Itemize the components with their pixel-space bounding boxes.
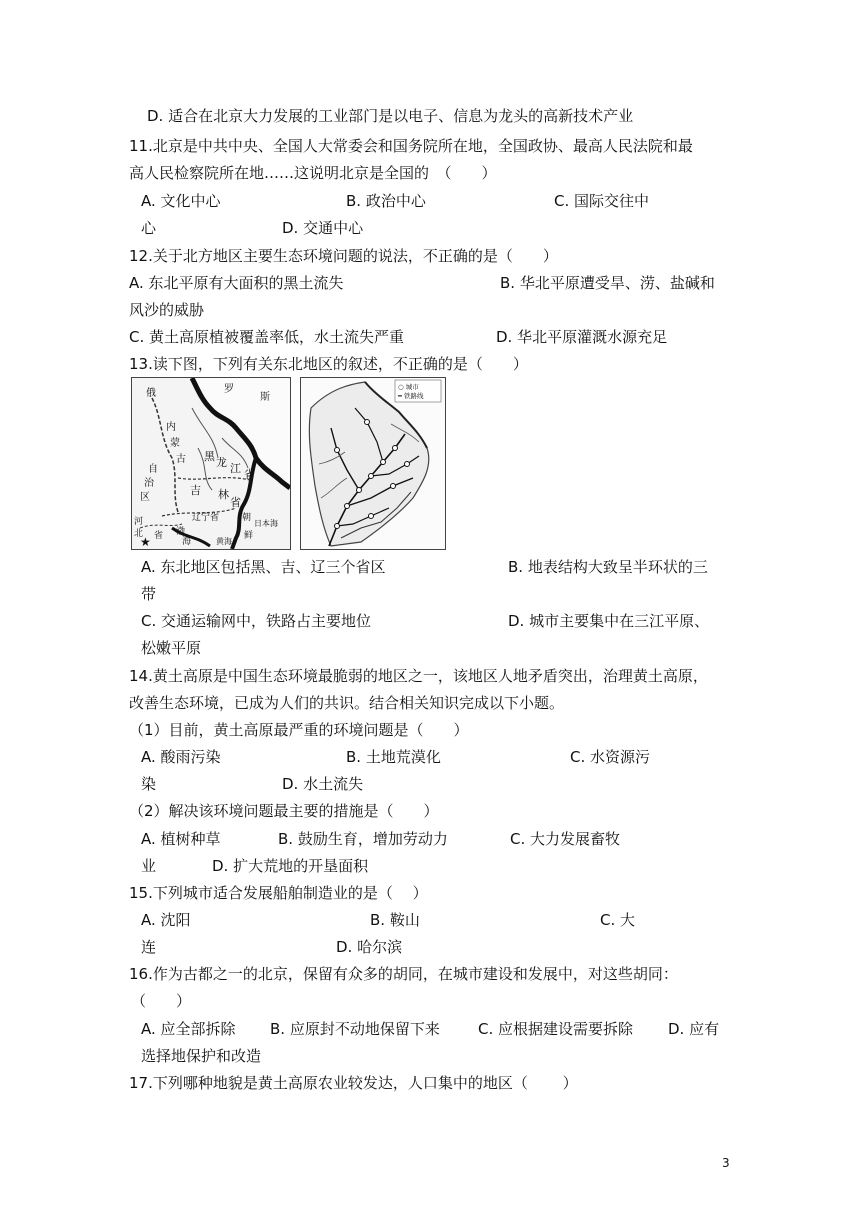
q14-sub2-option-d: D. 扩大荒地的开垦面积	[212, 857, 369, 875]
q14-sub1-option-b: B. 土地荒漠化	[346, 748, 441, 766]
map1-label-yellow-sea: 黄海	[216, 537, 232, 546]
q14-sub1-stem: （1）目前，黄土高原最严重的环境问题是（ ）	[129, 721, 469, 739]
map1-label-heilongjiang-4: 省	[244, 468, 255, 481]
q15-option-b: B. 鞍山	[370, 911, 420, 929]
q14-sub2-option-c-cont: 业	[141, 857, 157, 875]
map1-label-heilongjiang-1: 黑	[204, 450, 215, 463]
q12-option-b: B. 华北平原遭受旱、涝、盐碱和	[500, 274, 715, 292]
map1-label-bohai-1: 渤	[176, 527, 186, 537]
q11-option-c: C. 国际交往中	[554, 192, 650, 210]
q13-option-d-cont: 松嫩平原	[141, 639, 202, 657]
q14-stem-line1: 14.黄土高原是中国生态环境最脆弱的地区之一，该地区人地矛盾突出，治理黄土高原，	[129, 667, 708, 685]
q14-stem-line2: 改善生态环境，已成为人们的共识。结合相关知识完成以下小题。	[129, 694, 565, 712]
q13-option-b: B. 地表结构大致呈半环状的三	[508, 558, 708, 576]
map1-label-hebei-1: 河	[134, 517, 144, 527]
q14-sub1-option-a: A. 酸雨污染	[141, 748, 221, 766]
map1-label-inner-mongolia-3: 古	[176, 454, 186, 465]
map1-label-russia-3: 斯	[260, 392, 270, 403]
map1-label-hebei-3: 省	[154, 531, 164, 541]
northeast-railway-map	[300, 377, 446, 550]
q11-stem-line1: 11.北京是中共中央、全国人大常委会和国务院所在地，全国政协、最高人民法院和最	[129, 137, 693, 155]
capital-star-icon: ★	[140, 535, 151, 549]
q15-option-c-cont: 连	[141, 938, 157, 956]
map1-label-jilin-1: 吉	[190, 484, 201, 497]
q16-option-d-cont: 选择地保护和改造	[141, 1047, 262, 1065]
q13-option-a: A. 东北地区包括黑、吉、辽三个省区	[141, 558, 386, 576]
q14-sub2-option-a: A. 植树种草	[141, 830, 221, 848]
q11-option-b: B. 政治中心	[346, 192, 426, 210]
q14-sub2-option-c: C. 大力发展畜牧	[510, 830, 621, 848]
map1-label-russia-2: 罗	[224, 384, 234, 395]
map1-label-korea-2: 鲜	[244, 531, 254, 541]
q11-option-a: A. 文化中心	[141, 192, 221, 210]
q11-option-d: D. 交通中心	[282, 219, 364, 237]
q16-option-b: B. 应原封不动地保留下来	[270, 1020, 440, 1038]
q14-sub2-option-b: B. 鼓励生育，增加劳动力	[278, 830, 448, 848]
q17-stem: 17.下列哪种地貌是黄土高原农业较发达，人口集中的地区（ ）	[129, 1074, 578, 1092]
map1-label-hebei-2: 北	[134, 529, 144, 539]
map1-label-inner-mongolia-2: 蒙	[170, 438, 180, 449]
q13-stem: 13.读下图，下列有关东北地区的叙述，不正确的是（ ）	[129, 355, 528, 373]
q12-option-b-cont: 风沙的威胁	[129, 301, 205, 319]
map1-label-autonomous-3: 区	[140, 492, 150, 503]
q16-option-d: D. 应有	[668, 1020, 720, 1038]
map1-label-inner-mongolia-1: 内	[166, 422, 176, 433]
q14-sub2-stem: （2）解决该环境问题最主要的措施是（ ）	[129, 802, 439, 820]
q13-option-d: D. 城市主要集中在三江平原、	[508, 612, 710, 630]
q15-stem: 15.下列城市适合发展船舶制造业的是（ ）	[129, 884, 428, 902]
map1-label-bohai-2: 海	[182, 537, 192, 547]
map1-label-autonomous-2: 治	[144, 478, 154, 489]
map1-label-jilin-3: 省	[230, 496, 241, 509]
northeast-admin-map	[131, 377, 291, 550]
q16-option-a: A. 应全部拆除	[141, 1020, 236, 1038]
map1-label-autonomous-1: 自	[148, 464, 158, 475]
map1-label-korea-1: 朝	[242, 513, 252, 523]
q10-option-d: D. 适合在北京大力发展的工业部门是以电子、信息为龙头的高新技术产业	[147, 107, 634, 125]
q13-option-c: C. 交通运输网中，铁路占主要地位	[141, 612, 372, 630]
map1-label-heilongjiang-3: 江	[230, 462, 241, 475]
map1-label-japan-sea: 日本海	[254, 519, 278, 528]
map2-legend-railway: ━ 铁路线	[398, 392, 424, 400]
q13-option-b-cont: 带	[141, 585, 157, 603]
q11-stem-line2: 高人民检察院所在地……这说明北京是全国的 （ ）	[129, 164, 497, 182]
q16-option-c: C. 应根据建设需要拆除	[478, 1020, 634, 1038]
q11-option-c-cont: 心	[141, 219, 157, 237]
map1-label-russia-1: 俄	[146, 388, 156, 399]
q12-option-d: D. 华北平原灌溉水源充足	[496, 328, 668, 346]
q12-option-c: C. 黄土高原植被覆盖率低，水土流失严重	[129, 328, 405, 346]
q15-option-c: C. 大	[600, 911, 636, 929]
q15-option-d: D. 哈尔滨	[336, 938, 403, 956]
northeast-admin-map-svg	[132, 378, 290, 549]
map1-label-jilin-2: 林	[218, 488, 229, 501]
q12-stem: 12.关于北方地区主要生态环境问题的说法，不正确的是（ ）	[129, 247, 558, 265]
map1-label-liaoning: 辽宁省	[192, 513, 220, 523]
map1-label-heilongjiang-2: 龙	[216, 456, 227, 469]
q16-stem: 16.作为古都之一的北京，保留有众多的胡同，在城市建设和发展中，对这些胡同：	[129, 965, 678, 983]
q14-sub1-option-c: C. 水资源污	[570, 748, 651, 766]
northeast-railway-map-svg	[301, 378, 445, 549]
q12-option-a: A. 东北平原有大面积的黑土流失	[129, 274, 344, 292]
map2-legend-city: ○ 城市	[398, 383, 419, 391]
q15-option-a: A. 沈阳	[141, 911, 191, 929]
q14-sub1-option-c-cont: 染	[141, 775, 157, 793]
q16-stem-cont: （ ）	[131, 992, 192, 1010]
page-number: 3	[722, 1156, 730, 1170]
q14-sub1-option-d: D. 水土流失	[282, 775, 364, 793]
